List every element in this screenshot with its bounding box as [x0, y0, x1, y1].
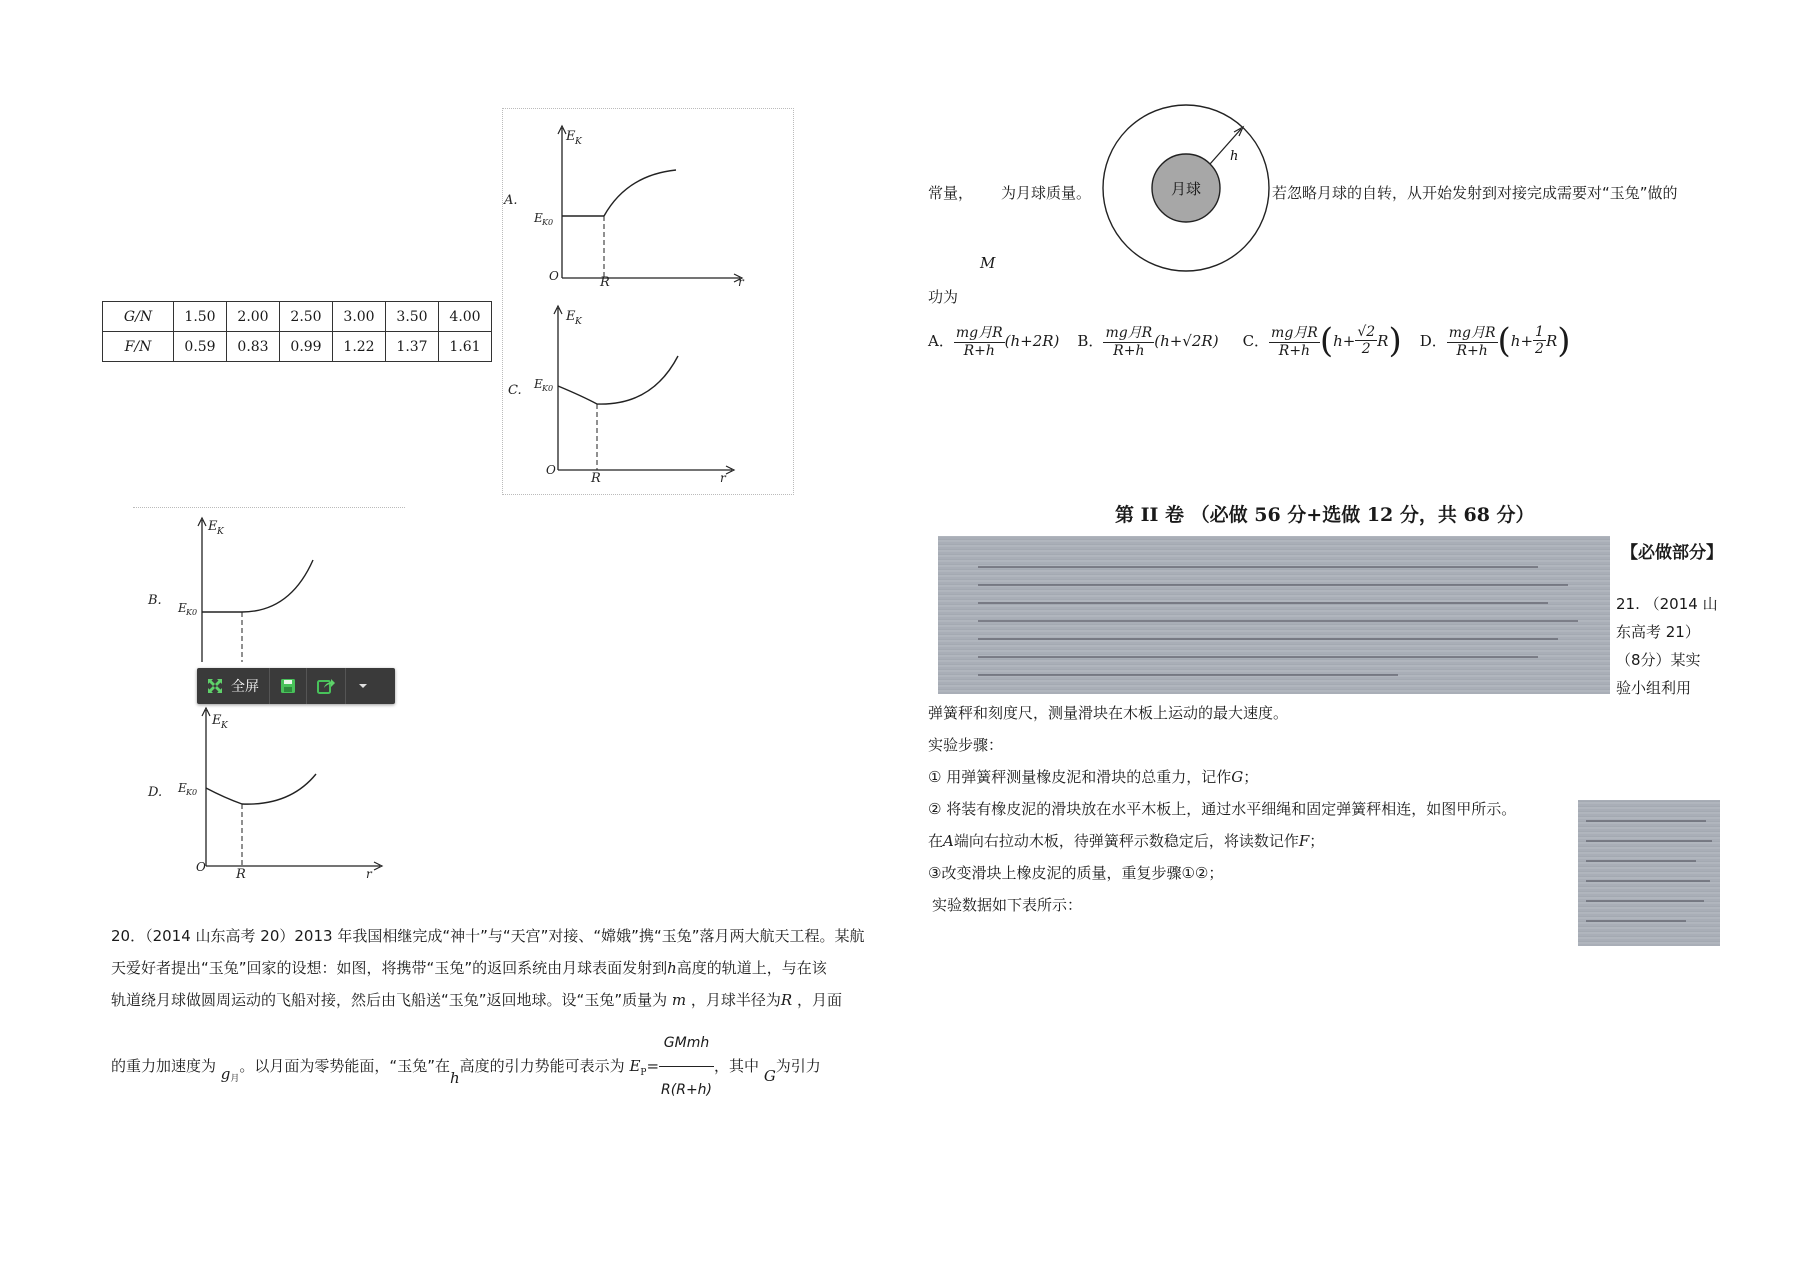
q21-header [1616, 590, 1720, 702]
q21-line: 21. （2014 山 [1616, 595, 1718, 613]
choice-c-inner-num: √2 [1357, 324, 1376, 340]
q20-line-2 [111, 952, 901, 984]
table-cell: 2.50 [280, 302, 333, 332]
table-cell: 1.50 [174, 302, 227, 332]
q21-line: 东高考 21） [1616, 623, 1700, 641]
choice-d-den: R+h [1456, 343, 1488, 359]
step-1-text: ① 用弹簧秤测量橡皮泥和滑块的总重力，记作 [928, 768, 1232, 786]
choice-c-tail-pre: h+ [1333, 331, 1356, 350]
q21-line: （8分）某实 [1616, 651, 1701, 669]
scanned-exam-photo [938, 536, 1610, 694]
step-2b [928, 825, 1618, 857]
choice-a-num: mg月R [954, 322, 1005, 343]
more-dropdown-button[interactable] [345, 668, 380, 704]
table-cell: 2.00 [227, 302, 280, 332]
r-mark-label: R [236, 867, 246, 882]
required-section-title: 【必做部分】 [1621, 543, 1723, 563]
step-3: ③改变滑块上橡皮泥的质量，重复步骤①②； [928, 864, 1224, 882]
table-cell: 3.00 [333, 302, 386, 332]
step-2: ② 将装有橡皮泥的滑块放在水平木板上，通过水平细绳和固定弹簧秤相连，如图甲所示。 [928, 800, 1517, 818]
steps-title: 实验步骤： [928, 736, 1004, 754]
choice-d-inner-den: 2 [1535, 341, 1544, 357]
q20-text: 为引力 [775, 1057, 821, 1075]
section-2-title: 第 II 卷 （必做 56 分+选做 12 分，共 68 分） [1115, 504, 1535, 526]
step-2b-symbol-A: A [943, 832, 954, 850]
floppy-save-icon [280, 678, 296, 694]
ek0-label: E [534, 377, 543, 391]
q20-line-4: 的重力加速度为 $g_月$。以月面为零势能面，“玉兔”在h高度的引力势能可表示为 $E_P=$ $\frac{\text{GMmh}}{R(R+h)}$ ，其中 G为引力 [111, 1020, 901, 1113]
answer-choices: A． $\frac{\text{mg月R}}{R+h}$ (h+2R) B． $\frac{\text{mg月R}}{R+h}$ (h+√2R) C． $\frac{\text{mg月R}}{R+h}$ ( h+ $\frac{√2}{2}$ R ) D． $\frac{\text{mg月R}}{R+h}$ ( h+ $\frac{1}{2}$ R ) [928, 320, 1571, 361]
q20-symbol-m: m [671, 991, 687, 1009]
q20-text: ，月面 [796, 991, 842, 1009]
moon-mass-text: 为月球质量。 [1001, 184, 1092, 202]
ek0-label: E [178, 601, 187, 615]
q20-text: 。以月面为零势能面，“玉兔”在 [239, 1057, 450, 1075]
option-c-label: C. [508, 383, 522, 398]
choice-c-den: R+h [1278, 343, 1311, 359]
table-cell: 1.22 [333, 332, 386, 362]
table-cell: 3.50 [386, 302, 439, 332]
table-header-g: G/N [103, 302, 174, 332]
choice-d-label: D． [1419, 332, 1447, 350]
expand-arrows-icon [207, 678, 223, 694]
q20-symbol-G: G [763, 1067, 776, 1085]
option-d-label: D. [148, 785, 163, 800]
q20-symbol-R: R [780, 991, 793, 1009]
ek-axis-label: E [212, 713, 222, 728]
fullscreen-button[interactable] [197, 668, 269, 704]
force-data-table [102, 301, 492, 362]
choice-d-tail-post: R [1545, 331, 1558, 350]
choice-d-inner-fraction [1533, 324, 1546, 357]
step-2b-text: 在 [928, 832, 944, 850]
choice-a-tail: (h+2R) [1004, 331, 1060, 350]
constant-text: 常量， [928, 184, 974, 202]
q20-symbol-g-sub: 月 [230, 1074, 240, 1084]
table-cell: 0.59 [174, 332, 227, 362]
moon-orbit-diagram [1098, 104, 1278, 274]
choice-b-tail: (h+√2R) [1154, 331, 1219, 350]
table-row [103, 332, 492, 362]
choice-c-inner-den: 2 [1361, 341, 1371, 357]
fullscreen-label: 全屏 [231, 679, 259, 695]
altitude-h-label: h [1230, 149, 1239, 164]
choice-d-inner-num: 1 [1535, 324, 1544, 340]
q20-line-1: 20．（2014 山东高考 20）2013 年我国相继完成“神十”与“天宫”对接、“嫦娥”携“玉兔”落月两大航天工程。某航 [111, 927, 865, 945]
ek0-label: E [178, 781, 187, 795]
r-mark-label: R [591, 471, 601, 486]
q20-line-3 [111, 984, 901, 1016]
q21-line: 验小组利用 [1616, 679, 1692, 697]
data-intro: 实验数据如下表所示： [932, 896, 1083, 914]
ek-axis-sub: K [221, 721, 228, 731]
choice-a-fraction [954, 322, 1005, 359]
ek-axis-label: E [566, 129, 576, 144]
separator [133, 507, 405, 508]
q20-symbol-g: g [220, 1065, 231, 1083]
choice-d-tail-pre: h+ [1510, 331, 1534, 350]
table-header-f: F/N [103, 332, 174, 362]
graph-option-c [502, 300, 792, 490]
table-cell: 1.61 [439, 332, 492, 362]
choice-c-fraction [1269, 322, 1320, 359]
moon-label: 月球 [1170, 180, 1202, 198]
choice-b-num: mg月R [1103, 322, 1154, 343]
origin-label: O [549, 269, 559, 283]
r-axis-label: r [720, 471, 726, 485]
origin-label: O [196, 860, 206, 874]
q20-text: ，其中 [714, 1057, 760, 1075]
choice-d-num: mg月R [1447, 322, 1498, 343]
q20-text: 轨道绕月球做圆周运动的飞船对接，然后由飞船送“玉兔”返回地球。设“玉兔”质量为 [111, 991, 668, 1009]
ek-axis-sub: K [575, 137, 582, 147]
choice-b-label: B． [1077, 332, 1104, 350]
choice-d-fraction [1447, 322, 1498, 359]
option-a-label: A. [504, 193, 518, 208]
table-cell: 4.00 [439, 302, 492, 332]
choice-c-tail-post: R [1377, 331, 1389, 350]
experiment-steps [928, 697, 1618, 921]
ek0-sub: K0 [542, 218, 554, 227]
ek-axis-label: E [208, 519, 218, 534]
ep-fraction [659, 1020, 714, 1113]
q20-text: ，月球半径为 [690, 991, 781, 1009]
table-cell: 0.83 [227, 332, 280, 362]
ep-denominator: R(R+h) [661, 1082, 713, 1098]
step-1-symbol: G [1231, 768, 1244, 786]
r-axis-label: r [738, 275, 744, 289]
ek0-sub: K0 [186, 788, 198, 797]
q20-text: 高度的轨道上，与在该 [676, 959, 827, 977]
ep-sub: P [640, 1068, 647, 1078]
ek0-label: E [534, 211, 543, 225]
scanned-figure-thumbnail [1578, 800, 1720, 946]
origin-label: O [546, 463, 556, 477]
ek-axis-sub: K [575, 317, 582, 327]
r-axis-label: r [366, 867, 372, 881]
r-mark-label: R [600, 275, 610, 290]
step-2b-end: ； [1309, 832, 1325, 850]
option-b-label: B. [148, 593, 162, 608]
q20-symbol-h: h [449, 1069, 460, 1087]
choice-c-num: mg月R [1269, 322, 1320, 343]
ep-numerator: GMmh [659, 1020, 714, 1067]
share-export-icon [317, 678, 335, 694]
ek0-sub: K0 [542, 384, 554, 393]
graph-option-a [502, 120, 792, 290]
table-row [103, 302, 492, 332]
choice-b-fraction [1103, 322, 1154, 359]
graph-option-b [140, 512, 390, 662]
ek-axis-sub: K [217, 527, 224, 537]
table-cell: 1.37 [386, 332, 439, 362]
q20-text: 的重力加速度为 [111, 1057, 217, 1075]
choice-b-den: R+h [1113, 343, 1145, 359]
intro-line: 弹簧秤和刻度尺，测量滑块在木板上运动的最大速度。 [928, 704, 1289, 722]
table-cell: 0.99 [280, 332, 333, 362]
choice-a-label: A． [928, 332, 954, 350]
step-2b-symbol-F: F [1298, 832, 1310, 850]
q20-text: 天爱好者提出“玉兔”回家的设想：如图，将携带“玉兔”的返回系统由月球表面发射到 [111, 959, 668, 977]
q20-symbol-h: h [667, 959, 677, 977]
caret-down-icon [358, 682, 368, 690]
ep-symbol: E [629, 1057, 641, 1075]
question-20 [111, 920, 901, 1113]
choice-c-inner-fraction [1355, 324, 1377, 357]
mass-symbol-M: M [980, 254, 996, 272]
step-2b-text: 端向右拉动木板，待弹簧秤示数稳定后，将读数记作 [953, 832, 1299, 850]
ek0-sub: K0 [186, 608, 198, 617]
work-question-text: 若忽略月球的自转，从开始发射到对接完成需要对“玉兔”做的 [1272, 184, 1678, 202]
save-button[interactable] [269, 668, 306, 704]
choice-a-den: R+h [963, 343, 995, 359]
work-text: 功为 [928, 288, 959, 306]
floating-toolbar [197, 668, 395, 704]
step-1-end: ； [1243, 768, 1259, 786]
step-1 [928, 761, 1618, 793]
export-button[interactable] [306, 668, 345, 704]
q20-text: 高度的引力势能可表示为 [459, 1057, 625, 1075]
ek-axis-label: E [566, 309, 576, 324]
choice-c-label: C． [1242, 332, 1270, 350]
graph-option-d [140, 706, 400, 886]
